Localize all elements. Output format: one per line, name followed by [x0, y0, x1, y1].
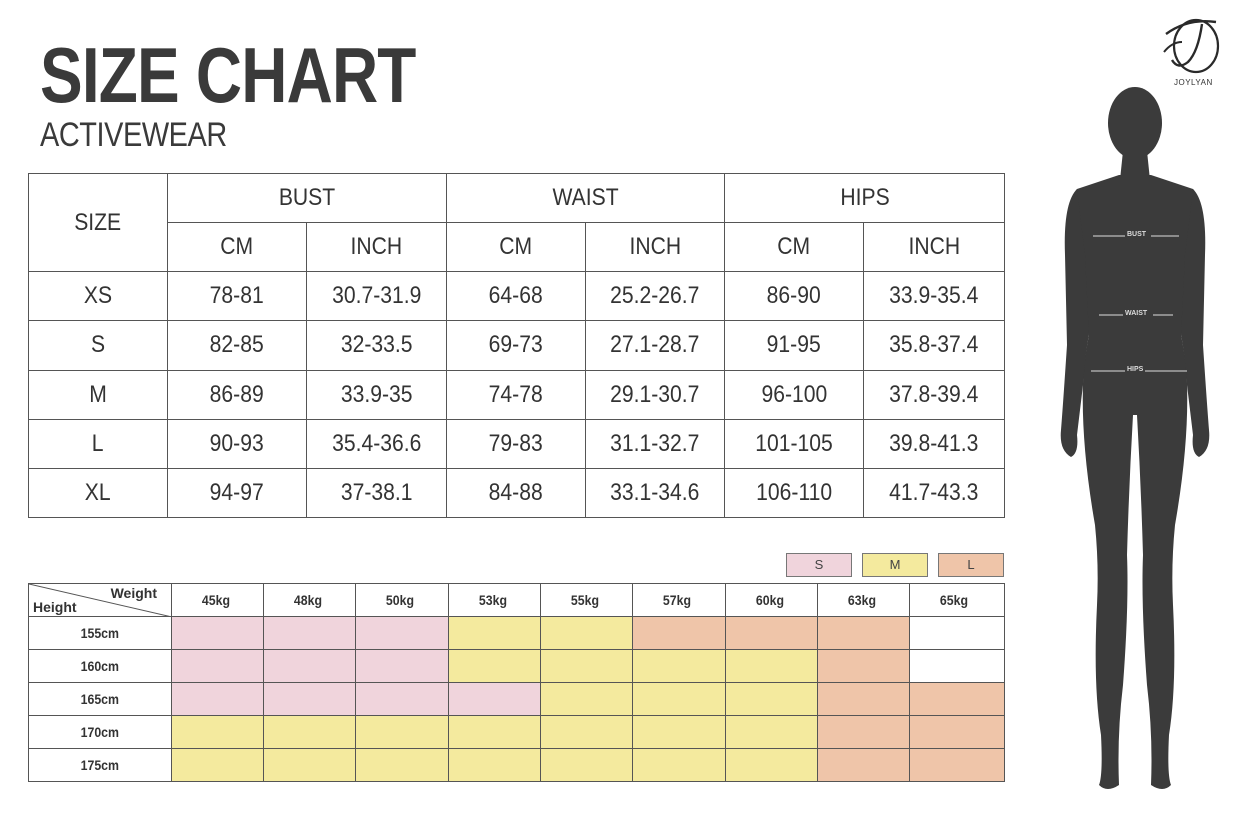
weight-header: 63kg — [818, 584, 910, 617]
size-fit-cell — [818, 716, 910, 749]
size-fit-cell — [449, 650, 541, 683]
size-fit-cell — [449, 617, 541, 650]
size-fit-cell — [449, 749, 541, 782]
size-fit-cell — [264, 617, 356, 650]
size-fit-cell — [726, 716, 818, 749]
size-fit-cell — [356, 716, 449, 749]
measurement-cell: 86-90 — [725, 272, 864, 321]
size-table-body — [29, 272, 1005, 518]
height-row — [29, 650, 1005, 683]
size-fit-cell — [910, 683, 1005, 716]
size-fit-cell — [726, 617, 818, 650]
height-axis-label: Height — [33, 599, 77, 615]
size-fit-cell — [541, 683, 633, 716]
height-row — [29, 617, 1005, 650]
size-label: XL — [29, 468, 168, 517]
size-fit-cell — [356, 749, 449, 782]
size-row — [29, 370, 1005, 419]
size-fit-cell — [449, 716, 541, 749]
weight-header: 53kg — [449, 584, 541, 617]
unit-header: CM — [447, 223, 586, 272]
measurement-cell: 84-88 — [447, 468, 586, 517]
size-label: XS — [29, 272, 168, 321]
height-label: 155cm — [29, 617, 172, 650]
size-fit-cell — [910, 749, 1005, 782]
brand-logo — [1158, 12, 1228, 82]
weight-header-row — [29, 584, 1005, 617]
size-fit-cell — [726, 749, 818, 782]
height-label: 175cm — [29, 749, 172, 782]
weight-header: 48kg — [264, 584, 356, 617]
size-fit-cell — [633, 650, 726, 683]
weight-header: 50kg — [356, 584, 449, 617]
size-fit-cell — [264, 650, 356, 683]
measurement-cell: 78-81 — [168, 272, 307, 321]
size-fit-cell — [633, 716, 726, 749]
measurement-cell: 32-33.5 — [307, 321, 447, 370]
size-fit-cell — [264, 749, 356, 782]
size-fit-cell — [818, 749, 910, 782]
legend-item-s: S — [786, 553, 852, 577]
size-fit-cell — [356, 650, 449, 683]
brand-name: JOYLYAN — [1174, 78, 1213, 87]
weight-header: 45kg — [172, 584, 264, 617]
weight-header: 65kg — [910, 584, 1005, 617]
height-label: 165cm — [29, 683, 172, 716]
measurement-cell: 39.8-41.3 — [864, 419, 1005, 468]
group-header-waist: WAIST — [447, 174, 725, 223]
size-fit-cell — [356, 683, 449, 716]
measurement-cell: 31.1-32.7 — [586, 419, 725, 468]
size-row — [29, 468, 1005, 517]
size-fit-cell — [172, 617, 264, 650]
size-fit-cell — [172, 683, 264, 716]
group-header-hips: HIPS — [725, 174, 1005, 223]
size-fit-cell — [910, 650, 1005, 683]
measurement-cell: 33.9-35 — [307, 370, 447, 419]
weight-header: 55kg — [541, 584, 633, 617]
size-label: S — [29, 321, 168, 370]
size-fit-cell — [726, 650, 818, 683]
measurement-cell: 29.1-30.7 — [586, 370, 725, 419]
size-fit-cell — [726, 683, 818, 716]
size-table-unit-row — [29, 223, 1005, 272]
size-row — [29, 272, 1005, 321]
measurement-cell: 91-95 — [725, 321, 864, 370]
group-header-bust: BUST — [168, 174, 447, 223]
measurement-cell: 94-97 — [168, 468, 307, 517]
weight-header: 57kg — [633, 584, 726, 617]
size-fit-cell — [264, 683, 356, 716]
size-fit-cell — [541, 650, 633, 683]
size-label: L — [29, 419, 168, 468]
measurement-cell: 37.8-39.4 — [864, 370, 1005, 419]
legend-item-l: L — [938, 553, 1004, 577]
size-fit-cell — [633, 683, 726, 716]
hips-label: HIPS — [1127, 366, 1144, 373]
body-silhouette — [1055, 85, 1215, 795]
size-fit-cell — [541, 749, 633, 782]
weight-table-body — [29, 617, 1005, 782]
page-subtitle: ACTIVEWEAR — [40, 116, 227, 154]
size-fit-cell — [818, 617, 910, 650]
height-row — [29, 683, 1005, 716]
unit-header: INCH — [864, 223, 1005, 272]
measurement-cell: 79-83 — [447, 419, 586, 468]
size-fit-cell — [172, 749, 264, 782]
legend-item-m: M — [862, 553, 928, 577]
size-row — [29, 321, 1005, 370]
height-label: 160cm — [29, 650, 172, 683]
size-fit-cell — [818, 683, 910, 716]
measurement-cell: 106-110 — [725, 468, 864, 517]
height-row — [29, 716, 1005, 749]
unit-header: CM — [725, 223, 864, 272]
size-header: SIZE — [29, 174, 168, 272]
weight-axis-label: Weight — [110, 585, 157, 601]
bust-label: BUST — [1127, 231, 1147, 238]
measurement-cell: 27.1-28.7 — [586, 321, 725, 370]
measurement-cell: 64-68 — [447, 272, 586, 321]
size-fit-cell — [910, 617, 1005, 650]
measurement-cell: 69-73 — [447, 321, 586, 370]
measurement-cell: 86-89 — [168, 370, 307, 419]
size-fit-cell — [172, 650, 264, 683]
unit-header: CM — [168, 223, 307, 272]
measurement-cell: 33.1-34.6 — [586, 468, 725, 517]
measurement-cell: 25.2-26.7 — [586, 272, 725, 321]
measurement-cell: 82-85 — [168, 321, 307, 370]
weight-height-table — [28, 583, 1005, 782]
height-label: 170cm — [29, 716, 172, 749]
measurement-cell: 96-100 — [725, 370, 864, 419]
measurement-cell: 35.8-37.4 — [864, 321, 1005, 370]
size-fit-cell — [818, 650, 910, 683]
size-label: M — [29, 370, 168, 419]
size-table-group-row — [29, 174, 1005, 223]
measurement-cell: 74-78 — [447, 370, 586, 419]
weight-header: 60kg — [726, 584, 818, 617]
size-fit-cell — [172, 716, 264, 749]
measurement-cell: 35.4-36.6 — [307, 419, 447, 468]
waist-label: WAIST — [1125, 310, 1148, 317]
measurement-cell: 41.7-43.3 — [864, 468, 1005, 517]
size-fit-cell — [541, 716, 633, 749]
size-fit-cell — [633, 617, 726, 650]
weight-height-corner — [29, 584, 172, 617]
size-table — [28, 173, 1005, 518]
size-fit-cell — [910, 716, 1005, 749]
unit-header: INCH — [307, 223, 447, 272]
size-fit-cell — [449, 683, 541, 716]
measurement-cell: 101-105 — [725, 419, 864, 468]
measurement-cell: 30.7-31.9 — [307, 272, 447, 321]
size-fit-cell — [633, 749, 726, 782]
measurement-cell: 33.9-35.4 — [864, 272, 1005, 321]
measurement-cell: 90-93 — [168, 419, 307, 468]
size-row — [29, 419, 1005, 468]
page-title: SIZE CHART — [40, 31, 416, 119]
unit-header: INCH — [586, 223, 725, 272]
measurement-cell: 37-38.1 — [307, 468, 447, 517]
size-fit-cell — [356, 617, 449, 650]
size-fit-cell — [264, 716, 356, 749]
height-row — [29, 749, 1005, 782]
size-fit-cell — [541, 617, 633, 650]
